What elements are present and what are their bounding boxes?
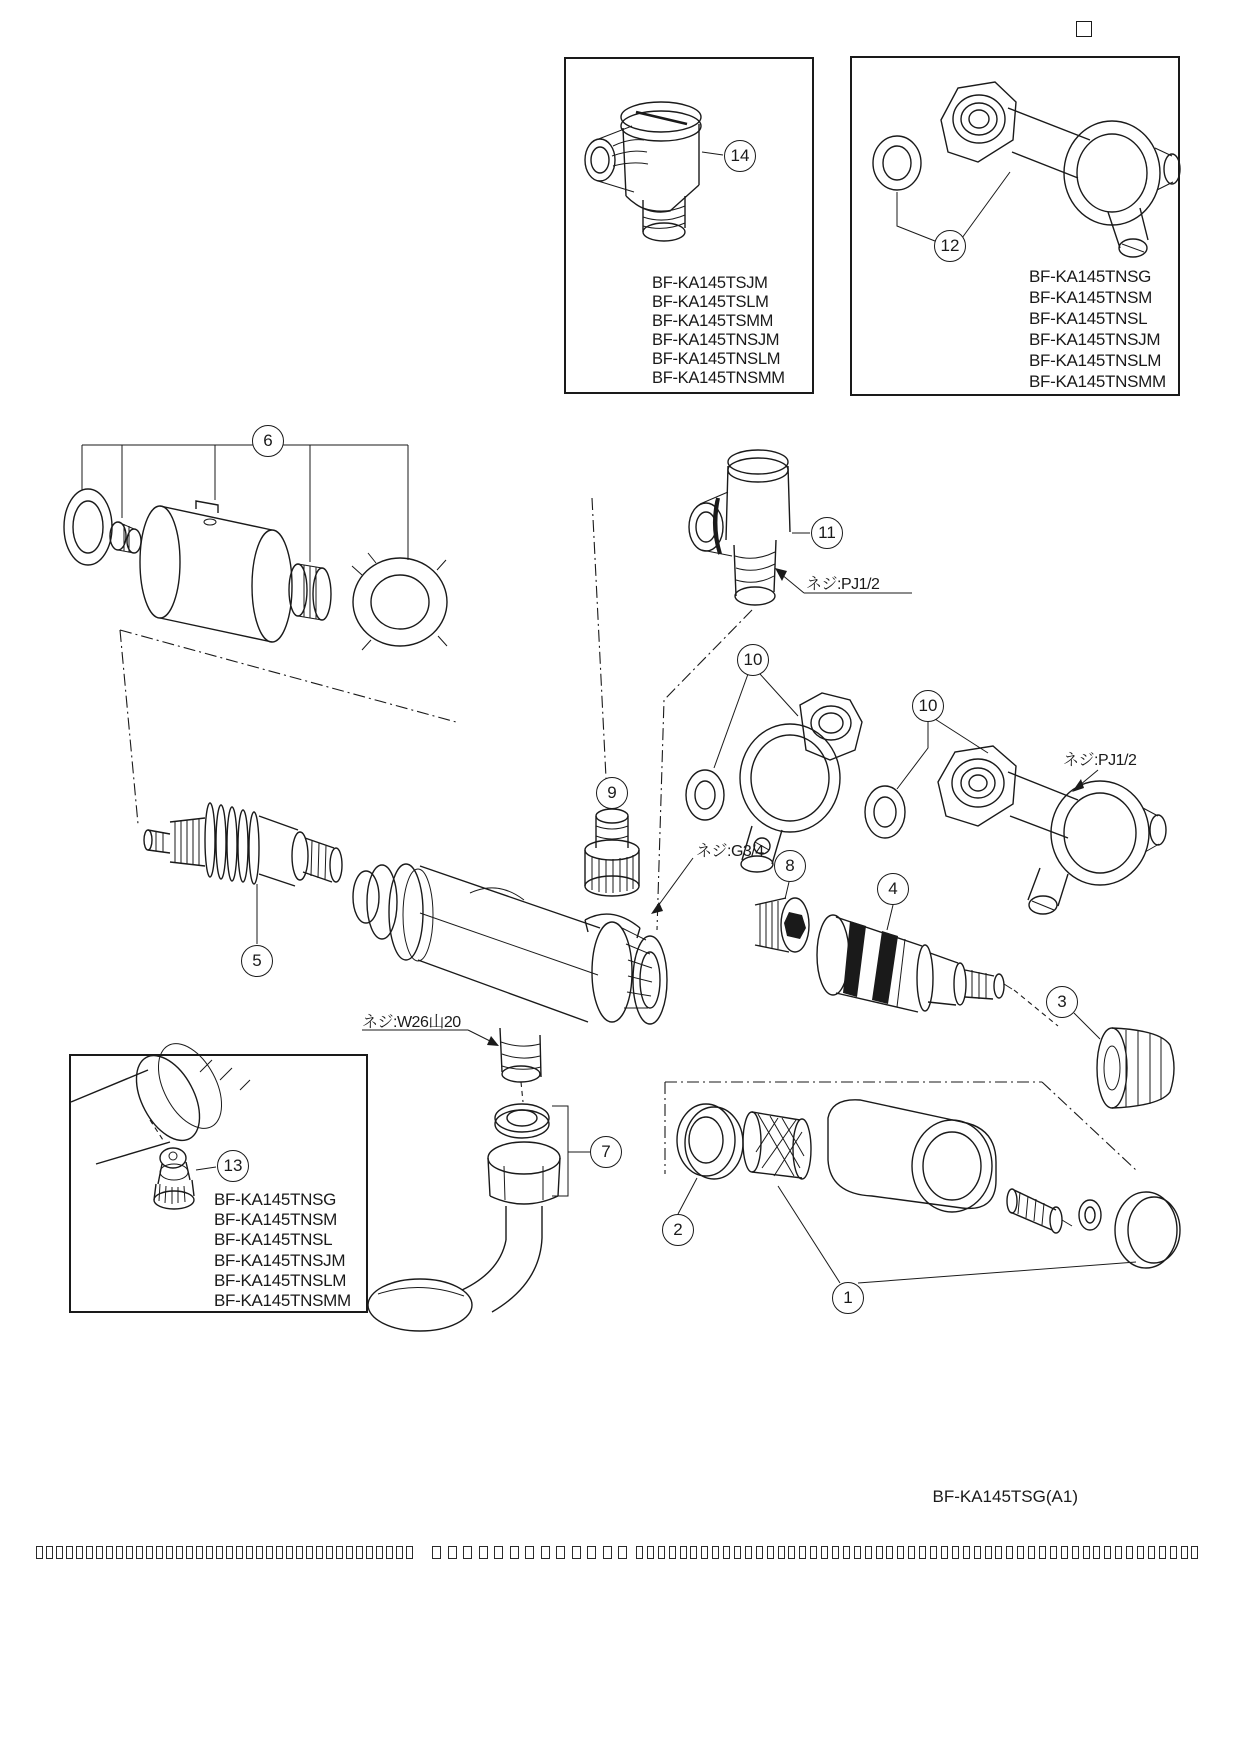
model-number: BF-KA145TSJM — [652, 274, 768, 292]
part-5-thermostat-cartridge — [144, 803, 342, 944]
perforation-mark — [432, 1546, 441, 1559]
callout-5-number: 5 — [252, 951, 262, 970]
axis-handle-assembly — [665, 1082, 1136, 1174]
perforation-mark — [541, 1546, 550, 1559]
perforation-mark — [256, 1546, 263, 1559]
callout-8-number: 8 — [785, 856, 795, 875]
perforation-mark — [701, 1546, 708, 1559]
model-number: BF-KA145TNSM — [1029, 288, 1152, 307]
perforation-mark — [778, 1546, 785, 1559]
callout-7 — [590, 1136, 622, 1168]
perforation-mark — [1115, 1546, 1122, 1559]
perforation-mark — [712, 1546, 719, 1559]
perforation-mark — [767, 1546, 774, 1559]
perforation-mark — [146, 1546, 153, 1559]
perforation-mark — [126, 1546, 133, 1559]
perforation-mark — [908, 1546, 915, 1559]
callout-6 — [252, 425, 284, 457]
perforation-mark — [799, 1546, 806, 1559]
part-4-switch-cartridge — [817, 905, 1012, 1012]
callout-11-number: 11 — [818, 523, 836, 542]
callout-1 — [832, 1282, 864, 1314]
callout-5 — [241, 945, 273, 977]
callout-10a — [737, 644, 769, 676]
perforation-mark — [86, 1546, 93, 1559]
perforation-mark — [406, 1546, 413, 1559]
perforation-mark — [136, 1546, 143, 1559]
perforation-mark — [963, 1546, 970, 1559]
perforation-mark — [346, 1546, 353, 1559]
callout-3-number: 3 — [1057, 992, 1067, 1011]
perforation-mark — [647, 1546, 654, 1559]
callout-3 — [1046, 986, 1078, 1018]
perforation-mark — [479, 1546, 488, 1559]
perforation-mark — [821, 1546, 828, 1559]
perforation-mark — [865, 1546, 872, 1559]
callout-14-number: 14 — [730, 146, 750, 165]
perforation-mark — [669, 1546, 676, 1559]
part-9-check-valve — [585, 809, 639, 896]
perforation-mark — [1039, 1546, 1046, 1559]
perforation-mark — [366, 1546, 373, 1559]
perforation-mark — [1028, 1546, 1035, 1559]
axis-part14-to-body — [592, 498, 607, 798]
perforation-strip-segment-2 — [432, 1546, 627, 1559]
thread-label-g34: ネジ:G3/4 — [696, 843, 764, 860]
perforation-mark — [246, 1546, 253, 1559]
callout-2 — [662, 1214, 694, 1246]
perforation-mark — [116, 1546, 123, 1559]
perforation-mark — [788, 1546, 795, 1559]
perforation-mark — [376, 1546, 383, 1559]
thread-label-w26: ネジ:W26山20 — [362, 1014, 461, 1031]
part-13-screw-set — [71, 1033, 250, 1209]
model-number: BF-KA145TSLM — [652, 293, 769, 311]
thread-label-w26-leader — [362, 1030, 499, 1046]
perforation-mark — [603, 1546, 612, 1559]
model-number: BF-KA145TNSLM — [214, 1270, 347, 1290]
perforation-mark — [206, 1546, 213, 1559]
model-number: BF-KA145TNSLM — [1029, 351, 1162, 370]
perforation-mark — [930, 1546, 937, 1559]
perforation-mark — [941, 1546, 948, 1559]
perforation-mark — [690, 1546, 697, 1559]
perforation-mark — [306, 1546, 313, 1559]
model-number: BF-KA145TNSG — [214, 1190, 337, 1209]
callout-4 — [877, 873, 909, 905]
perforation-mark — [176, 1546, 183, 1559]
perforation-mark — [1061, 1546, 1068, 1559]
perforation-strip-segment-1 — [36, 1546, 413, 1559]
part-12-wall-union-set — [873, 82, 1180, 257]
perforation-mark — [296, 1546, 303, 1559]
perforation-mark — [525, 1546, 534, 1559]
perforation-mark — [448, 1546, 457, 1559]
part-7-spout-pipe-set — [368, 1082, 590, 1331]
model-number: BF-KA145TNSM — [214, 1210, 337, 1230]
model-list-top-left — [652, 274, 785, 388]
part-6-cover-set — [64, 445, 456, 824]
perforation-mark — [985, 1546, 992, 1559]
perforation-mark — [1126, 1546, 1133, 1559]
perforation-mark — [1159, 1546, 1166, 1559]
perforation-mark — [1137, 1546, 1144, 1559]
perforation-mark — [618, 1546, 627, 1559]
perforation-mark — [266, 1546, 273, 1559]
perforation-mark — [886, 1546, 893, 1559]
part-8-hex-adapter — [755, 882, 809, 952]
model-number: BF-KA145TNSMM — [214, 1291, 351, 1311]
callout-8 — [774, 850, 806, 882]
perforation-mark — [636, 1546, 643, 1559]
perforation-mark — [843, 1546, 850, 1559]
perforation-mark — [76, 1546, 83, 1559]
perforation-mark — [510, 1546, 519, 1559]
part-3-handle-knob — [1014, 990, 1174, 1108]
callout-6-number: 6 — [263, 431, 273, 450]
perforation-mark — [1191, 1546, 1198, 1559]
model-number: BF-KA145TNSG — [1029, 267, 1152, 286]
perforation-mark — [356, 1546, 363, 1559]
part-2-ring — [677, 1104, 743, 1214]
perforation-mark — [810, 1546, 817, 1559]
perforation-mark — [96, 1546, 103, 1559]
perforation-mark — [680, 1546, 687, 1559]
perforation-mark — [919, 1546, 926, 1559]
thread-label-pj12-right: ネジ:PJ1/2 — [1063, 752, 1137, 769]
perforation-mark — [326, 1546, 333, 1559]
perforation-mark — [556, 1546, 565, 1559]
perforation-mark — [1006, 1546, 1013, 1559]
perforation-mark — [396, 1546, 403, 1559]
callout-2-number: 2 — [673, 1220, 683, 1239]
model-number: BF-KA145TNSMM — [1029, 372, 1166, 391]
callout-13-number: 13 — [223, 1156, 243, 1175]
perforation-mark — [226, 1546, 233, 1559]
main-mixer-body — [353, 864, 667, 1082]
perforation-mark — [1093, 1546, 1100, 1559]
model-number: BF-KA145TNSLM — [652, 350, 781, 368]
model-number: BF-KA145TNSJM — [652, 331, 780, 349]
document-code: BF-KA145TSG(A1) — [932, 1487, 1078, 1506]
model-number: BF-KA145TNSL — [1029, 309, 1148, 328]
thread-label-g34-leader — [651, 858, 693, 914]
part-1-holder-assembly — [743, 1100, 1180, 1283]
perforation-mark — [236, 1546, 243, 1559]
perforation-mark — [106, 1546, 113, 1559]
perforation-mark — [723, 1546, 730, 1559]
callout-9 — [596, 777, 628, 809]
perforation-mark — [336, 1546, 343, 1559]
perforation-mark — [1050, 1546, 1057, 1559]
perforation-mark — [658, 1546, 665, 1559]
callout-12-number: 12 — [940, 236, 960, 255]
perforation-mark — [463, 1546, 472, 1559]
perforation-mark — [876, 1546, 883, 1559]
callout-9-number: 9 — [607, 783, 617, 802]
perforation-mark — [854, 1546, 861, 1559]
perforation-strip-segment-3 — [636, 1546, 1198, 1559]
perforation-mark — [196, 1546, 203, 1559]
perforation-mark — [897, 1546, 904, 1559]
callout-10b-number: 10 — [918, 696, 938, 715]
perforation-mark — [952, 1546, 959, 1559]
callout-4-number: 4 — [888, 879, 898, 898]
perforation-mark — [1072, 1546, 1079, 1559]
callout-1-number: 1 — [843, 1288, 853, 1307]
callout-7-number: 7 — [601, 1142, 611, 1161]
model-number: BF-KA145TNSL — [214, 1230, 333, 1250]
callout-13 — [217, 1150, 249, 1182]
perforation-mark — [1181, 1546, 1188, 1559]
callout-11 — [811, 517, 843, 549]
perforation-mark — [46, 1546, 53, 1559]
perforation-mark — [832, 1546, 839, 1559]
perforation-mark — [1104, 1546, 1111, 1559]
perforation-mark — [36, 1546, 43, 1559]
model-number: BF-KA145TNSMM — [652, 369, 785, 387]
model-number: BF-KA145TNSJM — [1029, 330, 1161, 349]
model-list-bottom-left — [214, 1190, 351, 1311]
perforation-mark — [186, 1546, 193, 1559]
perforation-mark — [1148, 1546, 1155, 1559]
part-11-outlet-elbow — [689, 450, 810, 605]
perforation-mark — [66, 1546, 73, 1559]
perforation-mark — [1083, 1546, 1090, 1559]
perforation-mark — [572, 1546, 581, 1559]
callout-10b — [912, 690, 944, 722]
thread-label-pj12-top: ネジ:PJ1/2 — [806, 576, 880, 593]
perforation-mark — [587, 1546, 596, 1559]
part-14-diverter-fitting — [585, 102, 723, 241]
perforation-mark — [276, 1546, 283, 1559]
callout-12 — [934, 230, 966, 262]
perforation-mark — [166, 1546, 173, 1559]
perforation-mark — [1170, 1546, 1177, 1559]
model-number: BF-KA145TNSJM — [214, 1250, 346, 1270]
perforation-mark — [995, 1546, 1002, 1559]
perforation-mark — [1017, 1546, 1024, 1559]
callout-14 — [724, 140, 756, 172]
perforation-mark — [56, 1546, 63, 1559]
perforation-mark — [494, 1546, 503, 1559]
perforation-mark — [316, 1546, 323, 1559]
perforation-mark — [386, 1546, 393, 1559]
callout-10a-number: 10 — [743, 650, 763, 669]
model-number: BF-KA145TSMM — [652, 312, 774, 330]
perforation-mark — [286, 1546, 293, 1559]
perforation-mark — [216, 1546, 223, 1559]
perforation-mark — [745, 1546, 752, 1559]
model-list-top-right — [1029, 266, 1166, 392]
perforation-mark — [974, 1546, 981, 1559]
perforation-mark — [156, 1546, 163, 1559]
perforation-mark — [756, 1546, 763, 1559]
perforation-mark — [734, 1546, 741, 1559]
